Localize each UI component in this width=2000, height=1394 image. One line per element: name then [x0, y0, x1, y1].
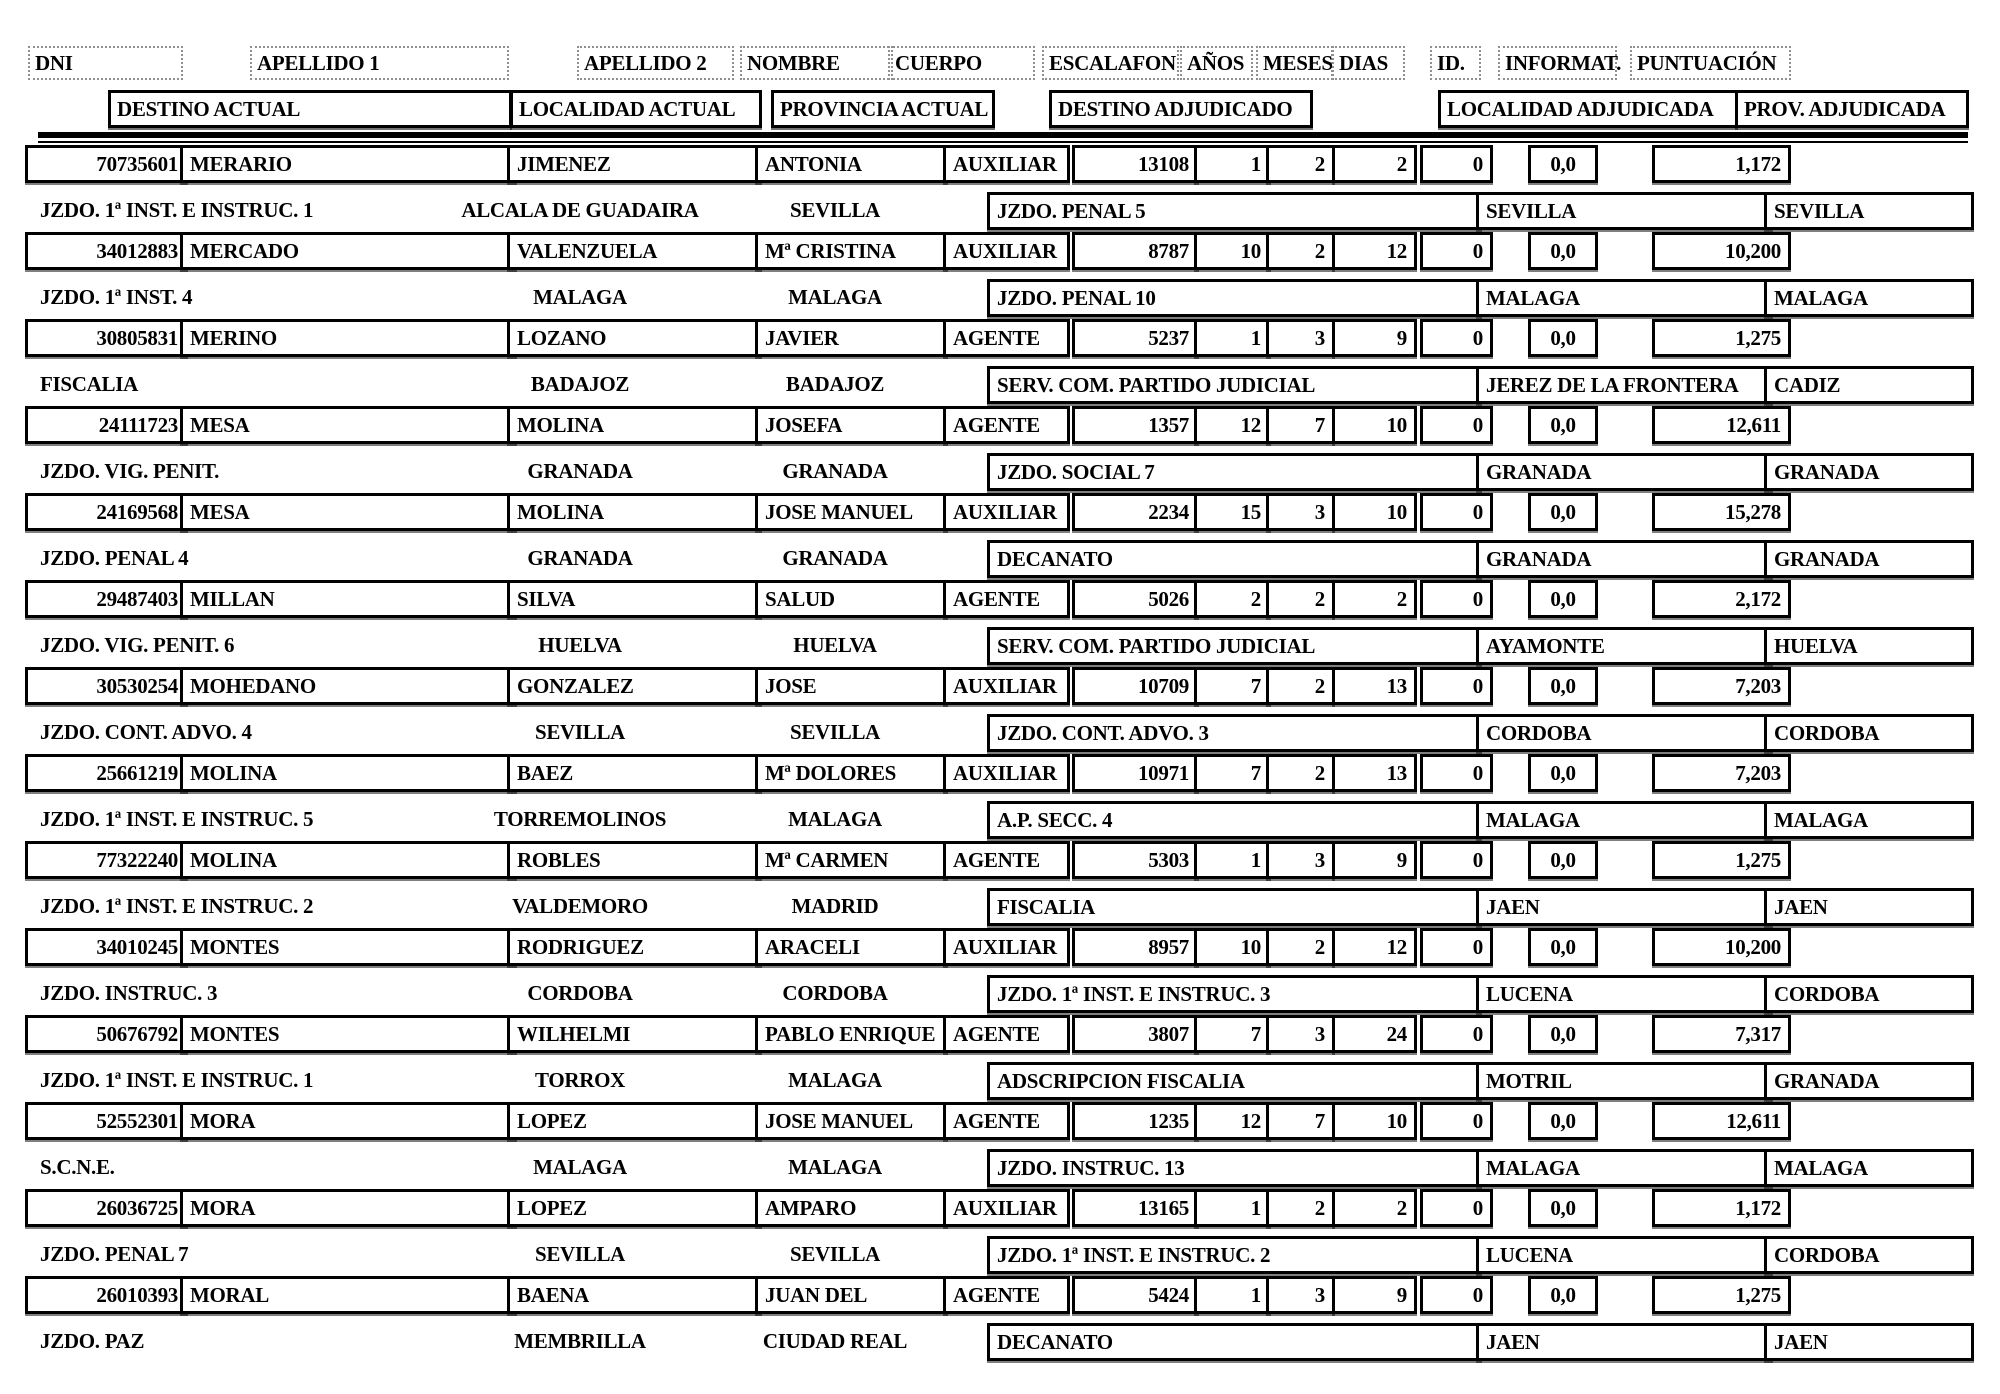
escalafon-value: 8957: [1072, 928, 1199, 966]
localidad-actual-text: TORREMOLINOS: [493, 807, 667, 831]
localidad-adjudicada-value: JAEN: [1476, 888, 1773, 926]
anos-value: 1: [1194, 319, 1271, 357]
dni-value: 30805831: [25, 319, 188, 357]
destino-adjudicado-value: A.P. SECC. 4: [987, 801, 1482, 839]
record-row: [0, 1015, 2000, 1102]
destino-actual-text: JZDO. 1ª INST. E INSTRUC. 5: [40, 807, 314, 831]
apellido1-value: MERARIO: [180, 145, 517, 183]
record-row: [0, 1276, 2000, 1363]
localidad-adjudicada-value: MALAGA: [1476, 1149, 1773, 1187]
meses-value: 2: [1266, 232, 1335, 270]
destino-adjudicado-value: FISCALIA: [987, 888, 1482, 926]
apellido1-value: MOLINA: [180, 841, 517, 879]
informat-value: 0,0: [1528, 406, 1598, 444]
destino-adjudicado-value: JZDO. PENAL 5: [987, 192, 1482, 230]
localidad-adjudicada-value: JEREZ DE LA FRONTERA: [1476, 366, 1773, 404]
header-informat: INFORMAT.: [1498, 46, 1617, 80]
puntuacion-value: 15,278: [1652, 493, 1791, 531]
dni-value: 26010393: [25, 1276, 188, 1314]
cuerpo-value: AUXILIAR: [943, 667, 1070, 705]
nombre-value: ANTONIA: [755, 145, 948, 183]
anos-value: 7: [1194, 754, 1271, 792]
apellido2-value: MOLINA: [507, 406, 762, 444]
apellido2-value: LOPEZ: [507, 1189, 762, 1227]
anos-value: 1: [1194, 145, 1271, 183]
anos-value: 1: [1194, 1189, 1271, 1227]
meses-value: 3: [1266, 1276, 1335, 1314]
header-dni: DNI: [28, 46, 183, 80]
header-dias: DIAS: [1332, 46, 1405, 80]
record-row: [0, 1102, 2000, 1189]
destino-adjudicado-value: JZDO. 1ª INST. E INSTRUC. 3: [987, 975, 1482, 1013]
meses-value: 2: [1266, 1189, 1335, 1227]
record-row: [0, 841, 2000, 928]
dias-value: 10: [1332, 493, 1417, 531]
id-value: 0: [1420, 928, 1493, 966]
apellido1-value: MONTES: [180, 1015, 517, 1053]
nombre-value: JUAN DEL: [755, 1276, 948, 1314]
record-row: [0, 580, 2000, 667]
prov-adjudicada-value: CORDOBA: [1764, 975, 1974, 1013]
localidad-adjudicada-value: GRANADA: [1476, 540, 1773, 578]
apellido1-value: MERCADO: [180, 232, 517, 270]
meses-value: 2: [1266, 580, 1335, 618]
destino-actual-text: JZDO. PAZ: [40, 1329, 145, 1353]
header-destino-adjudicado: DESTINO ADJUDICADO: [1049, 90, 1313, 128]
localidad-adjudicada-value: MALAGA: [1476, 279, 1773, 317]
header-localidad-adjudicada: LOCALIDAD ADJUDICADA: [1438, 90, 1738, 128]
dni-value: 52552301: [25, 1102, 188, 1140]
cuerpo-value: AGENTE: [943, 1102, 1070, 1140]
header-nombre: NOMBRE: [740, 46, 893, 80]
destino-actual-text: JZDO. 1ª INST. E INSTRUC. 2: [40, 894, 314, 918]
localidad-actual-text: BADAJOZ: [530, 372, 630, 396]
informat-value: 0,0: [1528, 928, 1598, 966]
destino-actual-text: FISCALIA: [40, 372, 138, 396]
puntuacion-value: 2,172: [1652, 580, 1791, 618]
localidad-actual-text: MEMBRILLA: [514, 1329, 646, 1353]
provincia-actual-text: MALAGA: [788, 1155, 882, 1179]
id-value: 0: [1420, 1276, 1493, 1314]
dni-value: 30530254: [25, 667, 188, 705]
header-id: ID.: [1430, 46, 1481, 80]
destino-adjudicado-value: SERV. COM. PARTIDO JUDICIAL: [987, 627, 1482, 665]
id-value: 0: [1420, 841, 1493, 879]
destino-actual-text: JZDO. CONT. ADVO. 4: [40, 720, 252, 744]
prov-adjudicada-value: CORDOBA: [1764, 714, 1974, 752]
apellido2-value: SILVA: [507, 580, 762, 618]
provincia-actual-text: SEVILLA: [789, 720, 881, 744]
nombre-value: JAVIER: [755, 319, 948, 357]
puntuacion-value: 10,200: [1652, 232, 1791, 270]
escalafon-value: 1235: [1072, 1102, 1199, 1140]
localidad-actual-text: CORDOBA: [527, 981, 633, 1005]
apellido1-value: MESA: [180, 406, 517, 444]
escalafon-value: 5303: [1072, 841, 1199, 879]
cuerpo-value: AUXILIAR: [943, 145, 1070, 183]
escalafon-value: 8787: [1072, 232, 1199, 270]
apellido2-value: WILHELMI: [507, 1015, 762, 1053]
provincia-actual-text: SEVILLA: [789, 198, 881, 222]
id-value: 0: [1420, 1189, 1493, 1227]
localidad-adjudicada-value: SEVILLA: [1476, 192, 1773, 230]
header-destino-actual: DESTINO ACTUAL: [108, 90, 512, 128]
anos-value: 15: [1194, 493, 1271, 531]
destino-adjudicado-value: SERV. COM. PARTIDO JUDICIAL: [987, 366, 1482, 404]
puntuacion-value: 1,275: [1652, 841, 1791, 879]
prov-adjudicada-value: SEVILLA: [1764, 192, 1974, 230]
informat-value: 0,0: [1528, 493, 1598, 531]
prov-adjudicada-value: GRANADA: [1764, 1062, 1974, 1100]
header-cuerpo: CUERPO: [888, 46, 1035, 80]
destino-actual-text: JZDO. INSTRUC. 3: [40, 981, 218, 1005]
dias-value: 2: [1332, 145, 1417, 183]
localidad-adjudicada-value: AYAMONTE: [1476, 627, 1773, 665]
dni-value: 77322240: [25, 841, 188, 879]
record-row: [0, 232, 2000, 319]
localidad-adjudicada-value: LUCENA: [1476, 1236, 1773, 1274]
cuerpo-value: AUXILIAR: [943, 1189, 1070, 1227]
dias-value: 2: [1332, 580, 1417, 618]
dias-value: 13: [1332, 667, 1417, 705]
record-row: [0, 928, 2000, 1015]
id-value: 0: [1420, 754, 1493, 792]
localidad-actual-text: SEVILLA: [534, 1242, 626, 1266]
apellido1-value: MORA: [180, 1102, 517, 1140]
id-value: 0: [1420, 145, 1493, 183]
apellido2-value: VALENZUELA: [507, 232, 762, 270]
cuerpo-value: AGENTE: [943, 319, 1070, 357]
record-row: [0, 667, 2000, 754]
localidad-actual-text: HUELVA: [538, 633, 622, 657]
destino-actual-text: S.C.N.E.: [40, 1155, 115, 1179]
provincia-actual-text: BADAJOZ: [785, 372, 885, 396]
meses-value: 7: [1266, 1102, 1335, 1140]
escalafon-value: 3807: [1072, 1015, 1199, 1053]
provincia-actual-text: CORDOBA: [782, 981, 888, 1005]
header-escalafon: ESCALAFON: [1042, 46, 1179, 80]
anos-value: 7: [1194, 1015, 1271, 1053]
puntuacion-value: 1,172: [1652, 1189, 1791, 1227]
cuerpo-value: AUXILIAR: [943, 493, 1070, 531]
informat-value: 0,0: [1528, 232, 1598, 270]
puntuacion-value: 1,275: [1652, 1276, 1791, 1314]
provincia-actual-text: GRANADA: [782, 546, 888, 570]
escalafon-value: 13108: [1072, 145, 1199, 183]
destino-actual-text: JZDO. VIG. PENIT.: [40, 459, 220, 483]
nombre-value: Mª CARMEN: [755, 841, 948, 879]
dni-value: 24169568: [25, 493, 188, 531]
localidad-adjudicada-value: MOTRIL: [1476, 1062, 1773, 1100]
header-meses: MESES: [1256, 46, 1333, 80]
puntuacion-value: 12,611: [1652, 1102, 1791, 1140]
dni-value: 34012883: [25, 232, 188, 270]
anos-value: 10: [1194, 232, 1271, 270]
id-value: 0: [1420, 232, 1493, 270]
nombre-value: JOSEFA: [755, 406, 948, 444]
header-divider: [38, 132, 1968, 138]
localidad-adjudicada-value: JAEN: [1476, 1323, 1773, 1361]
record-row: [0, 754, 2000, 841]
apellido1-value: MONTES: [180, 928, 517, 966]
destino-actual-text: JZDO. VIG. PENIT. 6: [40, 633, 235, 657]
apellido1-value: MOHEDANO: [180, 667, 517, 705]
localidad-actual-text: SEVILLA: [534, 720, 626, 744]
provincia-actual-text: MALAGA: [788, 285, 882, 309]
destino-adjudicado-value: JZDO. 1ª INST. E INSTRUC. 2: [987, 1236, 1482, 1274]
nombre-value: AMPARO: [755, 1189, 948, 1227]
apellido2-value: LOPEZ: [507, 1102, 762, 1140]
anos-value: 12: [1194, 1102, 1271, 1140]
puntuacion-value: 7,203: [1652, 754, 1791, 792]
apellido2-value: RODRIGUEZ: [507, 928, 762, 966]
escalafon-value: 10971: [1072, 754, 1199, 792]
prov-adjudicada-value: JAEN: [1764, 888, 1974, 926]
provincia-actual-text: GRANADA: [782, 459, 888, 483]
localidad-adjudicada-value: CORDOBA: [1476, 714, 1773, 752]
provincia-actual-text: HUELVA: [793, 633, 877, 657]
dias-value: 9: [1332, 319, 1417, 357]
cuerpo-value: AGENTE: [943, 841, 1070, 879]
informat-value: 0,0: [1528, 1015, 1598, 1053]
dias-value: 12: [1332, 232, 1417, 270]
id-value: 0: [1420, 406, 1493, 444]
prov-adjudicada-value: GRANADA: [1764, 540, 1974, 578]
provincia-actual-text: SEVILLA: [789, 1242, 881, 1266]
dias-value: 2: [1332, 1189, 1417, 1227]
escalafon-value: 5026: [1072, 580, 1199, 618]
id-value: 0: [1420, 319, 1493, 357]
puntuacion-value: 10,200: [1652, 928, 1791, 966]
destino-actual-text: JZDO. PENAL 4: [40, 546, 189, 570]
puntuacion-value: 12,611: [1652, 406, 1791, 444]
apellido2-value: MOLINA: [507, 493, 762, 531]
apellido1-value: MILLAN: [180, 580, 517, 618]
dni-value: 34010245: [25, 928, 188, 966]
informat-value: 0,0: [1528, 145, 1598, 183]
apellido2-value: ROBLES: [507, 841, 762, 879]
apellido1-value: MORA: [180, 1189, 517, 1227]
destino-actual-text: JZDO. PENAL 7: [40, 1242, 189, 1266]
apellido2-value: JIMENEZ: [507, 145, 762, 183]
puntuacion-value: 1,172: [1652, 145, 1791, 183]
prov-adjudicada-value: MALAGA: [1764, 279, 1974, 317]
cuerpo-value: AGENTE: [943, 1276, 1070, 1314]
dias-value: 9: [1332, 1276, 1417, 1314]
record-row: [0, 406, 2000, 493]
dias-value: 12: [1332, 928, 1417, 966]
nombre-value: Mª CRISTINA: [755, 232, 948, 270]
cuerpo-value: AUXILIAR: [943, 754, 1070, 792]
localidad-adjudicada-value: GRANADA: [1476, 453, 1773, 491]
header-anos: AÑOS: [1180, 46, 1253, 80]
destino-actual-text: JZDO. 1ª INST. E INSTRUC. 1: [40, 1068, 314, 1092]
meses-value: 3: [1266, 319, 1335, 357]
prov-adjudicada-value: GRANADA: [1764, 453, 1974, 491]
nombre-value: PABLO ENRIQUE: [755, 1015, 948, 1053]
destino-adjudicado-value: DECANATO: [987, 540, 1482, 578]
apellido2-value: GONZALEZ: [507, 667, 762, 705]
anos-value: 2: [1194, 580, 1271, 618]
header-provincia-actual: PROVINCIA ACTUAL: [771, 90, 995, 128]
provincia-actual-text: MALAGA: [788, 807, 882, 831]
apellido1-value: MORAL: [180, 1276, 517, 1314]
informat-value: 0,0: [1528, 319, 1598, 357]
dni-value: 25661219: [25, 754, 188, 792]
localidad-actual-text: ALCALA DE GUADAIRA: [461, 198, 699, 222]
informat-value: 0,0: [1528, 1102, 1598, 1140]
localidad-adjudicada-value: LUCENA: [1476, 975, 1773, 1013]
dias-value: 13: [1332, 754, 1417, 792]
prov-adjudicada-value: JAEN: [1764, 1323, 1974, 1361]
apellido1-value: MERINO: [180, 319, 517, 357]
dni-value: 70735601: [25, 145, 188, 183]
localidad-actual-text: GRANADA: [527, 459, 633, 483]
localidad-actual-text: MALAGA: [533, 1155, 627, 1179]
id-value: 0: [1420, 1015, 1493, 1053]
meses-value: 3: [1266, 841, 1335, 879]
informat-value: 0,0: [1528, 841, 1598, 879]
dni-value: 26036725: [25, 1189, 188, 1227]
dias-value: 9: [1332, 841, 1417, 879]
puntuacion-value: 7,317: [1652, 1015, 1791, 1053]
id-value: 0: [1420, 667, 1493, 705]
localidad-actual-text: MALAGA: [533, 285, 627, 309]
dias-value: 10: [1332, 1102, 1417, 1140]
localidad-actual-text: VALDEMORO: [512, 894, 648, 918]
provincia-actual-text: MADRID: [791, 894, 879, 918]
destino-adjudicado-value: JZDO. SOCIAL 7: [987, 453, 1482, 491]
apellido1-value: MOLINA: [180, 754, 517, 792]
escalafon-value: 10709: [1072, 667, 1199, 705]
nombre-value: Mª DOLORES: [755, 754, 948, 792]
anos-value: 1: [1194, 1276, 1271, 1314]
record-row: [0, 1189, 2000, 1276]
apellido2-value: BAENA: [507, 1276, 762, 1314]
header-divider-thin: [38, 141, 1968, 143]
dni-value: 50676792: [25, 1015, 188, 1053]
puntuacion-value: 7,203: [1652, 667, 1791, 705]
nombre-value: ARACELI: [755, 928, 948, 966]
provincia-actual-text: MALAGA: [788, 1068, 882, 1092]
anos-value: 1: [1194, 841, 1271, 879]
destino-adjudicado-value: JZDO. CONT. ADVO. 3: [987, 714, 1482, 752]
destino-adjudicado-value: ADSCRIPCION FISCALIA: [987, 1062, 1482, 1100]
header-puntuacion: PUNTUACIÓN: [1630, 46, 1791, 80]
escalafon-value: 5237: [1072, 319, 1199, 357]
id-value: 0: [1420, 1102, 1493, 1140]
localidad-adjudicada-value: MALAGA: [1476, 801, 1773, 839]
record-row: [0, 493, 2000, 580]
header-apellido2: APELLIDO 2: [577, 46, 734, 80]
anos-value: 7: [1194, 667, 1271, 705]
escalafon-value: 1357: [1072, 406, 1199, 444]
meses-value: 7: [1266, 406, 1335, 444]
nombre-value: JOSE: [755, 667, 948, 705]
escalafon-value: 5424: [1072, 1276, 1199, 1314]
informat-value: 0,0: [1528, 754, 1598, 792]
destino-adjudicado-value: JZDO. PENAL 10: [987, 279, 1482, 317]
id-value: 0: [1420, 580, 1493, 618]
header-localidad-actual: LOCALIDAD ACTUAL: [510, 90, 762, 128]
anos-value: 10: [1194, 928, 1271, 966]
cuerpo-value: AGENTE: [943, 1015, 1070, 1053]
cuerpo-value: AUXILIAR: [943, 232, 1070, 270]
prov-adjudicada-value: CORDOBA: [1764, 1236, 1974, 1274]
localidad-actual-text: GRANADA: [527, 546, 633, 570]
cuerpo-value: AGENTE: [943, 406, 1070, 444]
nombre-value: JOSE MANUEL: [755, 1102, 948, 1140]
header-apellido1: APELLIDO 1: [250, 46, 509, 80]
meses-value: 2: [1266, 754, 1335, 792]
informat-value: 0,0: [1528, 1189, 1598, 1227]
informat-value: 0,0: [1528, 667, 1598, 705]
apellido2-value: BAEZ: [507, 754, 762, 792]
record-row: [0, 145, 2000, 232]
cuerpo-value: AUXILIAR: [943, 928, 1070, 966]
dni-value: 24111723: [25, 406, 188, 444]
apellido1-value: MESA: [180, 493, 517, 531]
nombre-value: SALUD: [755, 580, 948, 618]
destino-actual-text: JZDO. 1ª INST. 4: [40, 285, 193, 309]
destino-adjudicado-value: DECANATO: [987, 1323, 1482, 1361]
meses-value: 2: [1266, 667, 1335, 705]
record-row: [0, 319, 2000, 406]
prov-adjudicada-value: MALAGA: [1764, 801, 1974, 839]
apellido2-value: LOZANO: [507, 319, 762, 357]
header-prov-adjudicada: PROV. ADJUDICADA: [1735, 90, 1969, 128]
provincia-actual-text: CIUDAD REAL: [762, 1329, 908, 1353]
meses-value: 2: [1266, 928, 1335, 966]
prov-adjudicada-value: HUELVA: [1764, 627, 1974, 665]
anos-value: 12: [1194, 406, 1271, 444]
informat-value: 0,0: [1528, 580, 1598, 618]
informat-value: 0,0: [1528, 1276, 1598, 1314]
nombre-value: JOSE MANUEL: [755, 493, 948, 531]
escalafon-value: 13165: [1072, 1189, 1199, 1227]
meses-value: 3: [1266, 1015, 1335, 1053]
meses-value: 2: [1266, 145, 1335, 183]
cuerpo-value: AGENTE: [943, 580, 1070, 618]
localidad-actual-text: TORROX: [535, 1068, 625, 1092]
destino-actual-text: JZDO. 1ª INST. E INSTRUC. 1: [40, 198, 314, 222]
destino-adjudicado-value: JZDO. INSTRUC. 13: [987, 1149, 1482, 1187]
meses-value: 3: [1266, 493, 1335, 531]
puntuacion-value: 1,275: [1652, 319, 1791, 357]
dias-value: 10: [1332, 406, 1417, 444]
dni-value: 29487403: [25, 580, 188, 618]
prov-adjudicada-value: CADIZ: [1764, 366, 1974, 404]
prov-adjudicada-value: MALAGA: [1764, 1149, 1974, 1187]
dias-value: 24: [1332, 1015, 1417, 1053]
escalafon-value: 2234: [1072, 493, 1199, 531]
id-value: 0: [1420, 493, 1493, 531]
